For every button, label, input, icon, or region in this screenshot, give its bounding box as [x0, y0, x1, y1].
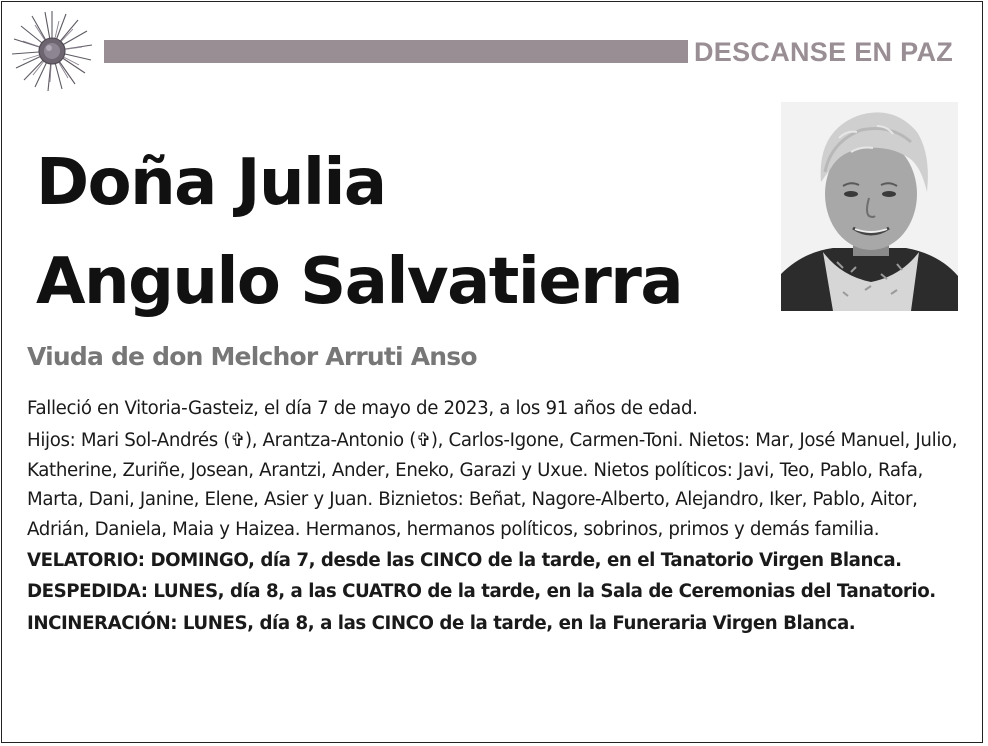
deceased-name-line1: Doña Julia	[36, 146, 386, 220]
thistle-flower-icon	[8, 8, 96, 94]
widow-of-subtitle: Viuda de don Melchor Arruti Anso	[27, 342, 477, 371]
wake-info: VELATORIO: DOMINGO, día 7, desde las CINCO de la tarde, en el Tanatorio Virgen Blanca.	[27, 550, 902, 572]
obituary-body	[27, 394, 962, 638]
obituary-notice	[1, 1, 983, 743]
header-bar	[104, 40, 688, 63]
farewell-info: DESPEDIDA: LUNES, día 8, a las CUATRO de la tarde, en la Sala de Ceremonias del Tanatorio.	[27, 581, 936, 603]
death-notice: Falleció en Vitoria-Gasteiz, el día 7 de mayo de 2023, a los 91 años de edad.	[27, 398, 698, 419]
family-list: Hijos: Mari Sol-Andrés (✞), Arantza-Antonio (✞), Carlos-Igone, Carmen-Toni. Nietos: Mar, José Manuel, Julio, Katherine, Zuriñe, Josean, Arantzi, Ander, Eneko, Garazi y Uxue. Nietos políticos: Javi, Teo, Pablo, Rafa, Marta, Dani, Janine, Elene, Asier y Juan. Biznietos: Beñat, Nagore-Alberto, Alejandro, Iker, Pablo, Aitor, Adrián, Daniela, Maia y Haizea. Hermanos, hermanos políticos, sobrinos, primos y demás familia.	[27, 430, 958, 540]
portrait-photo	[781, 102, 958, 311]
cremation-info: INCINERACIÓN: LUNES, día 8, a las CINCO de la tarde, en la Funeraria Virgen Blanca.	[27, 612, 856, 634]
header-title: DESCANSE EN PAZ	[694, 37, 954, 67]
deceased-name-line2: Angulo Salvatierra	[36, 244, 683, 319]
deceased-name	[36, 134, 756, 331]
